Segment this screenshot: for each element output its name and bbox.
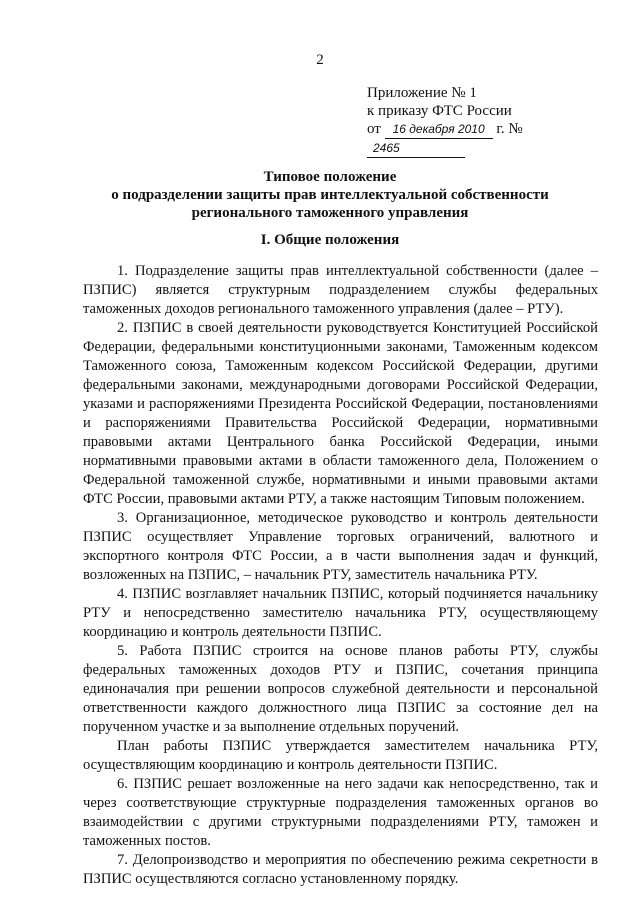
paragraph-2: 2. ПЗПИС в своей деятельности руководствуется Конституцией Российской Федерации, федеральными конституционными законами, Таможенным кодексом Таможенного союза, Таможенным кодексом Российской Федерации, другими федеральными законами, международными договорами Российской Федерации, указами и распоряжениями Президента Российской Федерации, постановлениями и распоряжениями Правительства Российской Федерации, нормативными правовыми актами Центрального банка Российской Федерации, иными нормативными правовыми актами в области таможенного дела, Положением о Федеральной таможенной службе, нормативными и иными правовыми актами ФТС России, правовыми актами РТУ, а также настоящим Типовым положением. (83, 320, 598, 507)
year-suffix: г. (496, 121, 505, 137)
page-number: 2 (316, 52, 324, 68)
order-date: 16 декабря 2010 (385, 120, 493, 139)
appendix-order-ref: к приказу ФТС России (367, 103, 512, 119)
title-line-2: о подразделении защиты прав интеллектуальной собственности (111, 187, 549, 203)
title-line-3: регионального таможенного управления (191, 205, 469, 221)
section-heading: I. Общие положения (260, 232, 400, 248)
appendix-title: Приложение № 1 (367, 85, 477, 101)
paragraph-5-plan: План работы ПЗПИС утверждается заместителем начальника РТУ, осуществляющим координацию и контроль деятельности ПЗПИС. (83, 738, 598, 773)
appendix-date-line (367, 120, 607, 158)
order-number: 2465 (367, 139, 465, 158)
appendix-block (367, 84, 607, 158)
document-title (80, 168, 580, 222)
from-label: от (367, 121, 381, 137)
title-line-1: Типовое положение (263, 169, 397, 185)
paragraph-4: 4. ПЗПИС возглавляет начальник ПЗПИС, который подчиняется начальнику РТУ и непосредственно заместителю начальника РТУ, осуществляющему координацию и контроль деятельности ПЗПИС. (83, 586, 598, 640)
paragraph-3: 3. Организационное, методическое руководство и контроль деятельности ПЗПИС осуществляет Управление торговых ограничений, валютного и экспортного контроля ФТС России, а в части выполнения задач и функций, возложенных на ПЗПИС, – начальник РТУ, заместитель начальника РТУ. (83, 510, 598, 583)
paragraph-5: 5. Работа ПЗПИС строится на основе планов работы РТУ, службы федеральных таможенных доходов РТУ и ПЗПИС, сочетания принципа единоначалия при решении вопросов служебной деятельности и персональной ответственности каждого должностного лица ПЗПИС за состояние дел на порученном участке и за выполнение отдельных поручений. (83, 643, 598, 735)
number-label: № (508, 121, 523, 137)
paragraph-1: 1. Подразделение защиты прав интеллектуальной собственности (далее – ПЗПИС) является структурным подразделением службы федеральных таможенных доходов регионального таможенного управления (далее – РТУ). (83, 263, 598, 317)
paragraph-7: 7. Делопроизводство и мероприятия по обеспечению режима секретности в ПЗПИС осуществляются согласно установленному порядку. (83, 852, 598, 887)
paragraph-6: 6. ПЗПИС решает возложенные на него задачи как непосредственно, так и через соответствующие структурные подразделения таможенных органов во взаимодействии с другими структурными подразделениями РТУ, таможен и таможенных постов. (83, 776, 598, 849)
document-body (83, 262, 598, 889)
